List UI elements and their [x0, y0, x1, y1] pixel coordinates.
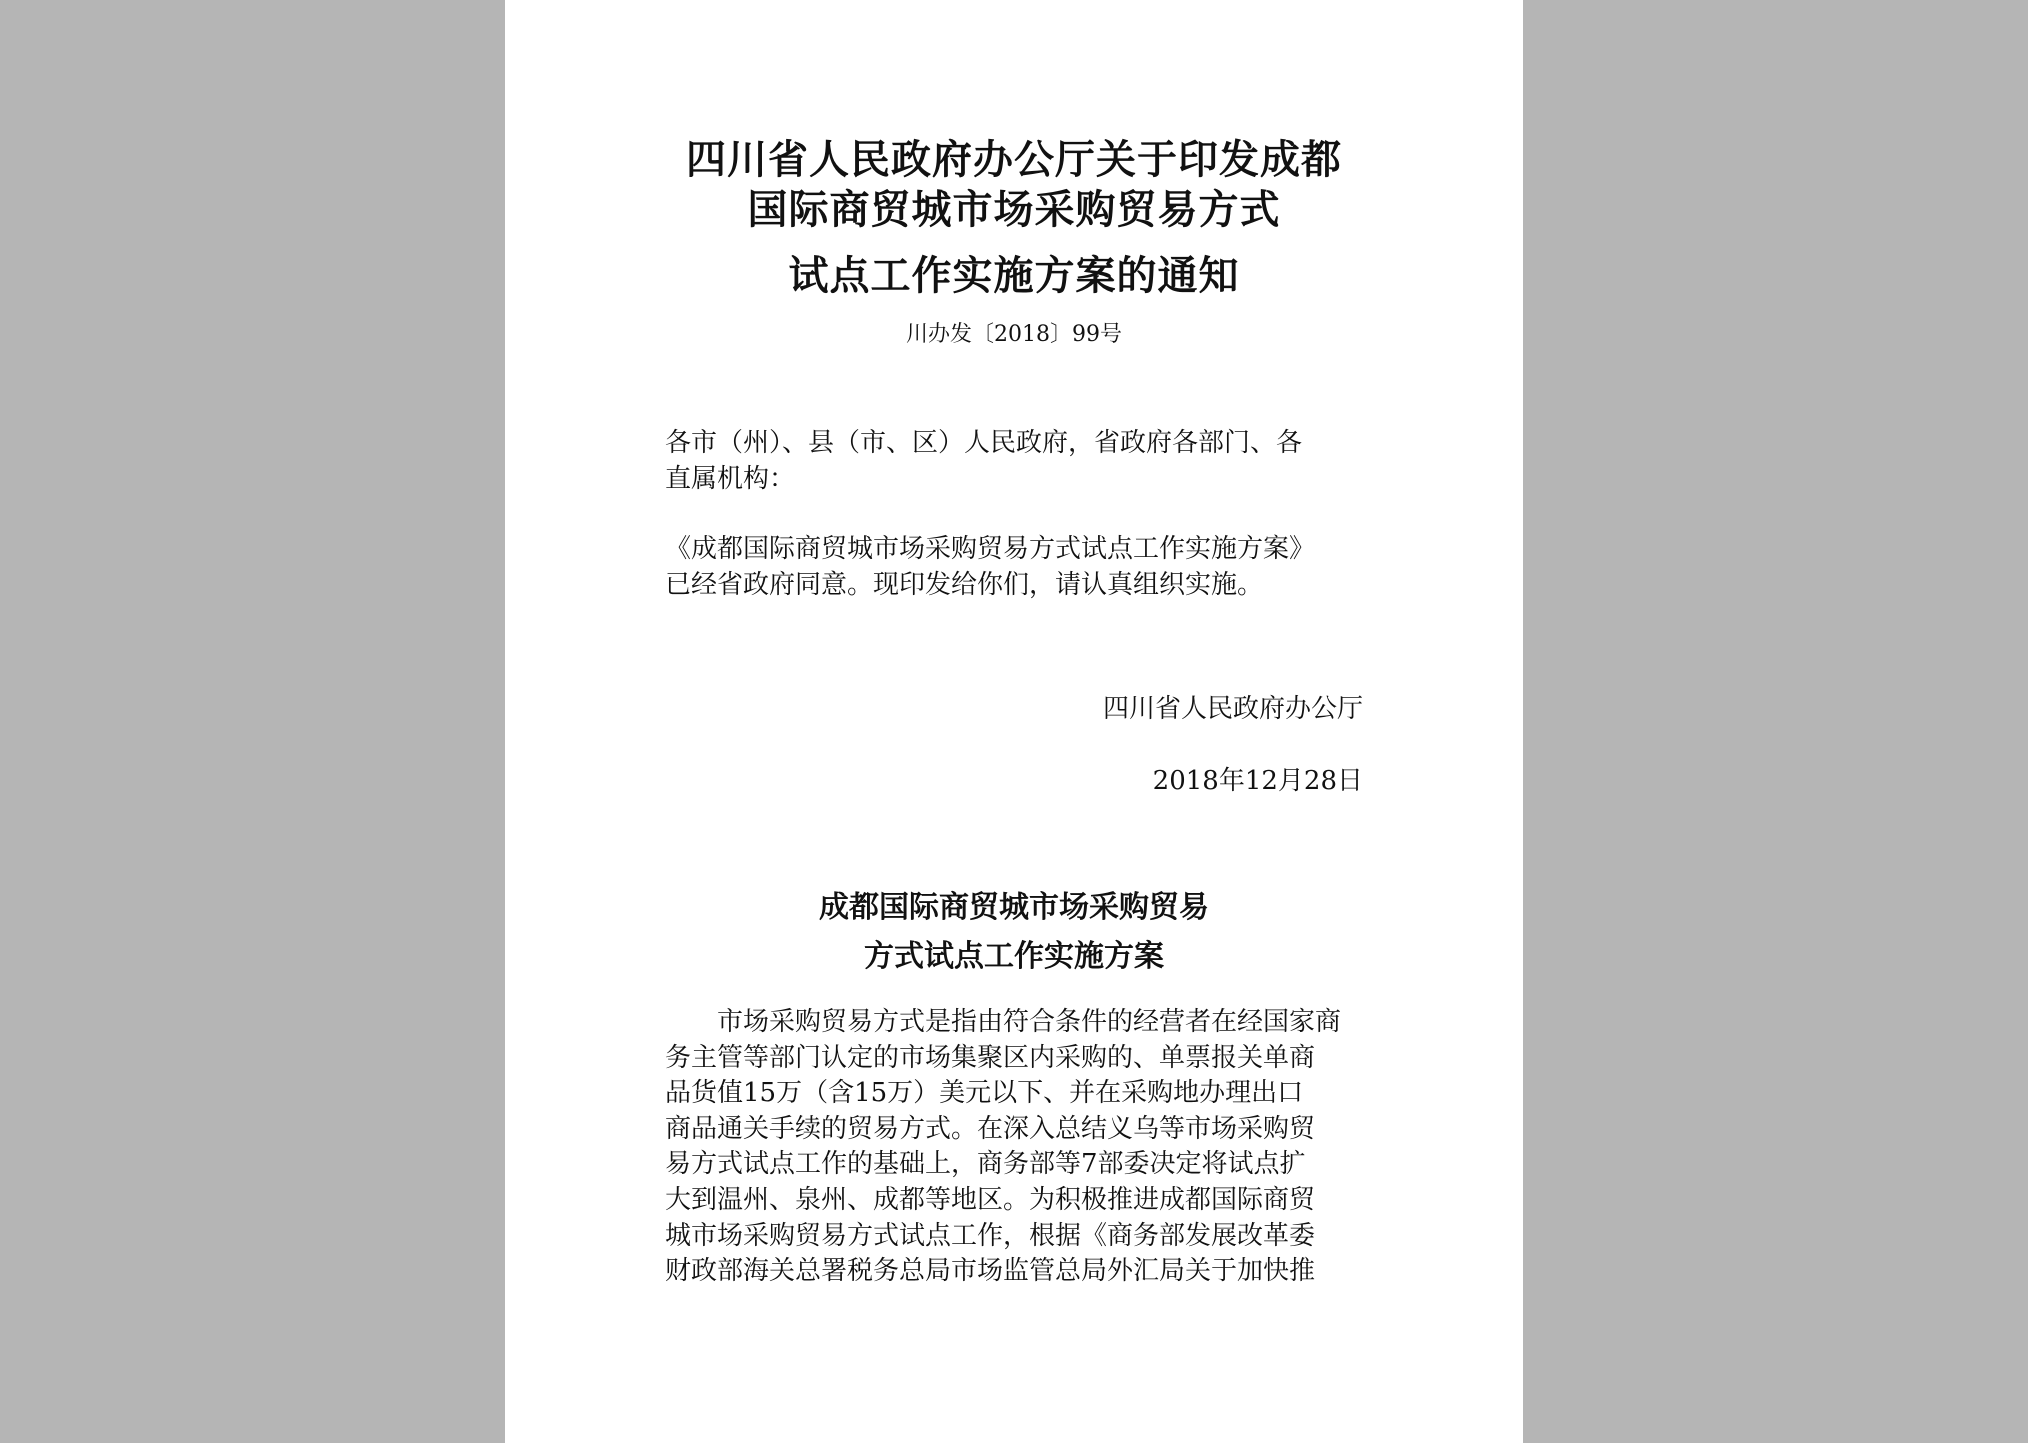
notice-body-line-2: 已经省政府同意。现印发给你们，请认真组织实施。 [665, 570, 1264, 600]
plan-body-line: 易方式试点工作的基础上，商务部等7部委决定将试点扩 [665, 1149, 1306, 1180]
salutation-line-1: 各市（州）、县（市、区）人民政府，省政府各部门、各 [665, 428, 1303, 458]
notice-title-line-3: 试点工作实施方案的通知 [788, 252, 1240, 299]
issue-date: 2018年12月28日 [1152, 766, 1363, 796]
plan-body-line: 务主管等部门认定的市场集聚区内采购的、单票报关单商 [665, 1042, 1316, 1073]
plan-body-line: 财政部海关总署税务总局市场监管总局外汇局关于加快推 [665, 1256, 1316, 1287]
plan-title-line-1: 成都国际商贸城市场采购贸易 [819, 890, 1209, 925]
notice-title-line-1: 四川省人民政府办公厅关于印发成都 [686, 136, 1342, 183]
salutation [665, 425, 1365, 497]
salutation-line-2: 直属机构： [665, 464, 796, 494]
document-number: 川办发〔2018〕99号 [906, 322, 1122, 347]
plan-body-line: 大到温州、泉州、成都等地区。为积极推进成都国际商贸 [665, 1184, 1316, 1215]
document-page [505, 0, 1523, 1443]
plan-body [665, 1005, 1365, 1290]
notice-body [665, 531, 1365, 603]
notice-title-line-2: 国际商贸城市场采购贸易方式 [747, 186, 1281, 233]
plan-title-line-2: 方式试点工作实施方案 [864, 939, 1164, 974]
plan-body-line: 商品通关手续的贸易方式。在深入总结义乌等市场采购贸 [665, 1113, 1316, 1144]
plan-body-line: 城市场采购贸易方式试点工作，根据《商务部发展改革委 [665, 1220, 1316, 1251]
issuer: 四川省人民政府办公厅 [1102, 694, 1363, 724]
plan-body-line: 市场采购贸易方式是指由符合条件的经营者在经国家商 [665, 1007, 1342, 1037]
notice-body-line-1: 《成都国际商贸城市场采购贸易方式试点工作实施方案》 [665, 534, 1316, 564]
plan-body-line: 品货值15万（含15万）美元以下、并在采购地办理出口 [665, 1078, 1304, 1109]
